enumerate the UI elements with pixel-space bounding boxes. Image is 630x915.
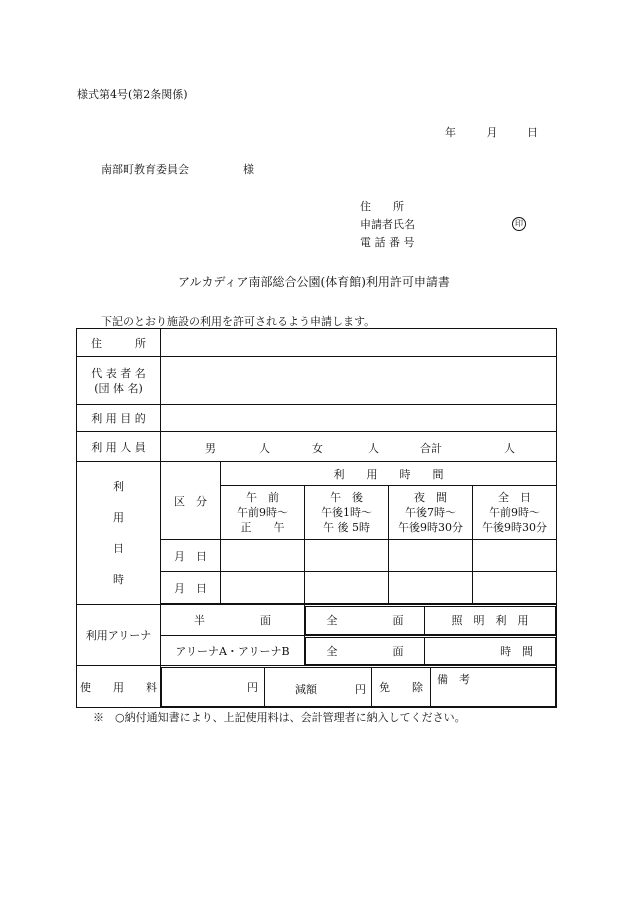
slot-night-end: 午後9時30分 (398, 521, 463, 534)
applicant-block (360, 198, 523, 252)
application-form-table (76, 328, 557, 708)
slot-night-start: 午後7時～ (405, 506, 456, 519)
usage-char-2: 用 (113, 511, 124, 524)
applicant-phone-label: 電 話 番 号 (360, 236, 415, 249)
label-male: 男 (205, 441, 216, 455)
label-reduction-yen: 円 (355, 682, 366, 696)
cell-date2-morning[interactable] (221, 572, 305, 604)
cell-date1-morning[interactable] (221, 540, 305, 572)
payment-note: ※ ○納付通知書により、上記使用料は、会計管理者に納入してください。 (93, 711, 466, 724)
label-lighting: 照 明 利 用 (425, 606, 556, 634)
date-year: 年 (445, 126, 456, 139)
slot-fullday-end: 午後9時30分 (482, 521, 548, 534)
slot-fullday-name: 全 日 (498, 491, 532, 504)
option-arena-ab[interactable]: アリーナA・アリーナB (161, 636, 305, 666)
label-representative-line1: 代 表 者 名 (91, 366, 146, 380)
label-purpose: 利 用 目 的 (77, 405, 161, 432)
intro-text: 下記のとおり施設の利用を許可されるよう申請します。 (101, 315, 376, 328)
addressee-honorific: 様 (243, 163, 254, 176)
row-fee (77, 666, 557, 708)
label-female: 女 (312, 441, 323, 455)
applicant-name-row (360, 216, 523, 234)
field-address[interactable] (161, 329, 557, 357)
slot-morning (221, 486, 305, 540)
label-total: 合計 (420, 441, 442, 455)
field-reduction[interactable] (265, 667, 372, 706)
label-usage-time: 利 用 時 間 (221, 462, 557, 486)
option-exempt[interactable]: 免 除 (372, 667, 431, 706)
addressee-name: 南部町教育委員会 (101, 163, 189, 176)
cell-date2-night[interactable] (389, 572, 473, 604)
slot-morning-end: 正 午 (240, 521, 285, 534)
row-purpose (77, 405, 557, 432)
label-address: 住 所 (77, 329, 161, 357)
field-lighting-hours[interactable]: 時 間 (425, 637, 556, 664)
option-full[interactable]: 全 面 (306, 606, 425, 634)
slot-afternoon-start: 午後1時～ (321, 506, 372, 519)
slot-fullday (473, 486, 557, 540)
label-representative-line2: (団 体 名) (94, 381, 143, 395)
date-day: 日 (527, 126, 538, 139)
row-time-header (77, 462, 557, 486)
cell-date1-fullday[interactable] (473, 540, 557, 572)
label-arena: 利用アリーナ (77, 605, 161, 666)
usage-char-1: 利 (113, 480, 124, 493)
field-representative[interactable] (161, 357, 557, 405)
field-users[interactable] (161, 432, 557, 462)
label-remarks: 備 考 (437, 672, 470, 686)
addressee (101, 161, 254, 177)
label-female-unit: 人 (368, 441, 379, 455)
usage-char-4: 時 (113, 573, 124, 586)
field-remarks[interactable] (431, 667, 556, 706)
field-purpose[interactable] (161, 405, 557, 432)
seal-mark: 印 (512, 217, 526, 231)
applicant-address-label: 住 所 (360, 200, 404, 213)
label-usage-datetime (77, 462, 161, 605)
slot-night-name: 夜 間 (414, 491, 447, 504)
slot-afternoon-name: 午 後 (330, 491, 363, 504)
date-line (445, 124, 538, 140)
label-male-unit: 人 (259, 441, 270, 455)
slot-night (389, 486, 473, 540)
slot-morning-name: 午 前 (246, 491, 279, 504)
row-address (77, 329, 557, 357)
label-category: 区 分 (161, 462, 221, 540)
cell-date2-fullday[interactable] (473, 572, 557, 604)
label-fee: 使 用 料 (77, 666, 161, 708)
arena-full-hours (305, 636, 557, 666)
option-full-2[interactable]: 全 面 (306, 637, 425, 664)
arena-full-lighting (305, 605, 557, 636)
fee-section (161, 666, 557, 708)
cell-date2-afternoon[interactable] (305, 572, 389, 604)
label-representative (77, 357, 161, 405)
form-number: 様式第4号(第2条関係) (77, 88, 188, 101)
label-users: 利 用 人 員 (77, 432, 161, 462)
slot-morning-start: 午前9時～ (237, 506, 288, 519)
cell-date1-night[interactable] (389, 540, 473, 572)
usage-char-3: 日 (113, 542, 124, 555)
label-reduction: 減額 (295, 682, 317, 696)
row-arena-1 (77, 605, 557, 636)
applicant-name-label: 申請者氏名 (360, 218, 415, 231)
label-total-unit: 人 (504, 441, 515, 455)
date-month: 月 (486, 126, 498, 139)
slot-fullday-start: 午前9時～ (489, 506, 541, 519)
slot-afternoon-end: 午 後 5時 (323, 521, 370, 534)
slot-afternoon (305, 486, 389, 540)
field-fee-amount[interactable]: 円 (162, 667, 265, 706)
cell-date1-afternoon[interactable] (305, 540, 389, 572)
row-representative (77, 357, 557, 405)
document-title: アルカディア南部総合公園(体育館)利用許可申請書 (178, 275, 450, 289)
option-half[interactable]: 半 面 (161, 605, 305, 636)
label-month-day-2: 月 日 (161, 572, 221, 604)
row-users (77, 432, 557, 462)
label-month-day-1: 月 日 (161, 540, 221, 572)
